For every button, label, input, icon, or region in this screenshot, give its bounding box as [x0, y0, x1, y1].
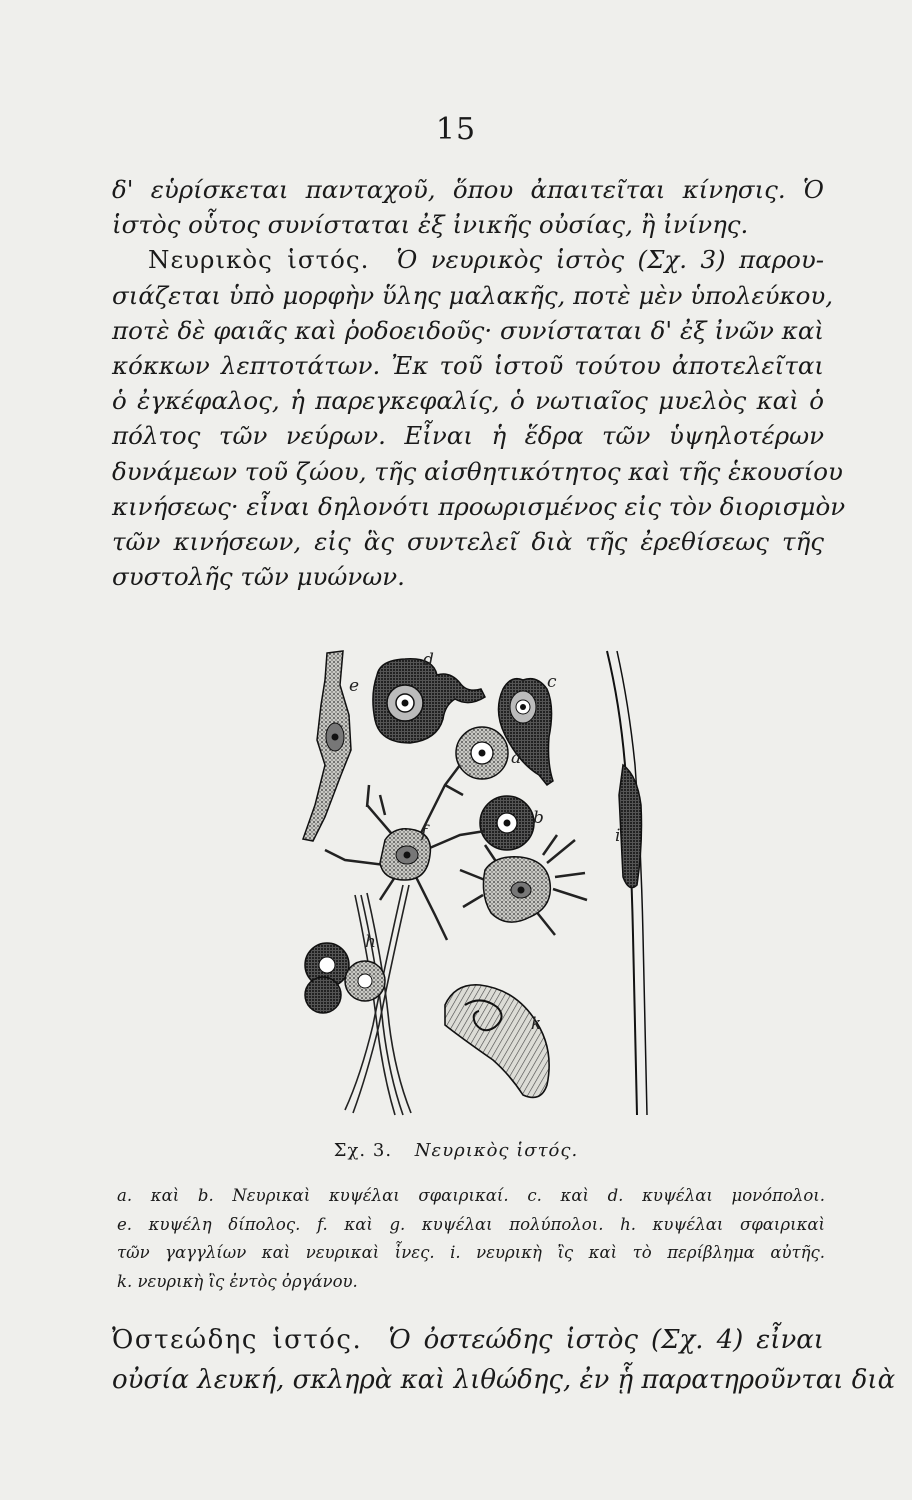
text-line: συστολῆς τῶν μυώνων. [112, 562, 405, 592]
legend-line: a. καὶ b. Νευρικαὶ κυψέλαι σφαιρικαί. c. καὶ d. κυψέλαι μονόπολοι. [117, 1186, 825, 1205]
text-line: κόκκων λεπτοτάτων. Ἐκ τοῦ ἱστοῦ τούτου ἀποτελεῖται [112, 351, 824, 381]
figure-label-e: e [349, 676, 360, 696]
paragraph-3 [112, 1320, 896, 1400]
ganglion-cells-h [305, 885, 411, 1115]
figure-label-b: b [533, 808, 544, 828]
text-line [112, 1320, 824, 1360]
nerve-fibre-k [445, 985, 549, 1098]
figure-label-c: c [547, 672, 557, 692]
text-line: οὐσία λευκή, σκληρὰ καὶ λιθώδης, ἐν ᾗ παρατηροῦνται διὰ [112, 1365, 896, 1395]
multipolar-cell-g [460, 835, 587, 935]
figure-name: Νευρικὸς ἱστός. [414, 1140, 579, 1161]
nerve-fibre-i [607, 651, 647, 1115]
paragraph-1 [112, 172, 824, 242]
text-line: ὁ ἐγκέφαλος, ἡ παρεγκεφαλίς, ὁ νωτιαῖος μυελὸς καὶ ὁ [112, 386, 824, 416]
text-fragment: Ὁ ὀστεώδης ἱστὸς (Σχ. 4) εἶναι [388, 1325, 825, 1355]
nerve-tissue-illustration [285, 645, 660, 1120]
bipolar-cell-e [303, 651, 351, 841]
figure-label-k: k [531, 1014, 542, 1034]
section-heading: Νευρικὸς ἱστός. [148, 245, 370, 275]
text-line: κινήσεως· εἶναι δηλονότι προωρισμένος εἰς τὸν διορισμὸν [112, 491, 846, 521]
figure-label-d: d [423, 650, 434, 670]
spherical-cell-b [480, 796, 534, 850]
figure-number: Σχ. 3. [333, 1140, 393, 1161]
body-text [112, 172, 846, 594]
figure-label-i: i [615, 826, 621, 846]
figure-legend [117, 1182, 825, 1296]
text-line: σιάζεται ὑπὸ μορφὴν ὕλης μαλακῆς, ποτὲ μὲν ὑπολεύκου, [112, 280, 834, 310]
section-heading: Ὀστεώδης ἱστός. [112, 1325, 363, 1355]
text-line [112, 242, 824, 277]
unipolar-cell-c [498, 679, 553, 785]
nerve-tissue-figure [285, 645, 660, 1120]
legend-line: k. νευρικὴ ἲς ἐντὸς ὀργάνου. [117, 1271, 358, 1291]
figure-caption-title [0, 1140, 912, 1161]
text-line: πόλτος τῶν νεύρων. Εἶναι ἡ ἕδρα τῶν ὑψηλοτέρων [112, 421, 824, 451]
paragraph-2 [112, 242, 846, 594]
text-line: ἱστὸς οὗτος συνίσταται ἐξ ἰνικῆς οὐσίας, ἢ ἰνίνης. [112, 210, 749, 240]
legend-line: e. κυψέλη δίπολος. f. καὶ g. κυψέλαι πολύπολοι. h. κυψέλαι σφαιρικαὶ [117, 1214, 825, 1234]
legend-line: τῶν γαγγλίων καὶ νευρικαὶ ἶνες. i. νευρικὴ ἲς καὶ τὸ περίβλημα αὐτῆς. [117, 1243, 825, 1262]
page-number: 15 [435, 112, 477, 147]
figure-label-a: a [511, 748, 522, 768]
text-line: δ' εὑρίσκεται πανταχοῦ, ὅπου ἀπαιτεῖται κίνησις. Ὁ [112, 175, 824, 204]
text-line: δυνάμεων τοῦ ζώου, τῆς αἰσθητικότητος καὶ τῆς ἑκουσίου [112, 456, 843, 486]
multipolar-cell-f [325, 765, 485, 940]
figure-label-h: h [365, 932, 376, 952]
text-fragment: Ὁ νευρικὸς ἱστὸς (Σχ. 3) παρου- [396, 245, 825, 275]
spherical-cell-a [456, 727, 508, 779]
text-line: τῶν κινήσεων, εἰς ἃς συντελεῖ διὰ τῆς ἐρεθίσεως τῆς [112, 527, 824, 557]
figure-label-f: f [421, 822, 428, 842]
text-line: ποτὲ δὲ φαιᾶς καὶ ῥοδοειδοῦς· συνίσταται δ' ἐξ ἰνῶν καὶ [112, 315, 824, 345]
